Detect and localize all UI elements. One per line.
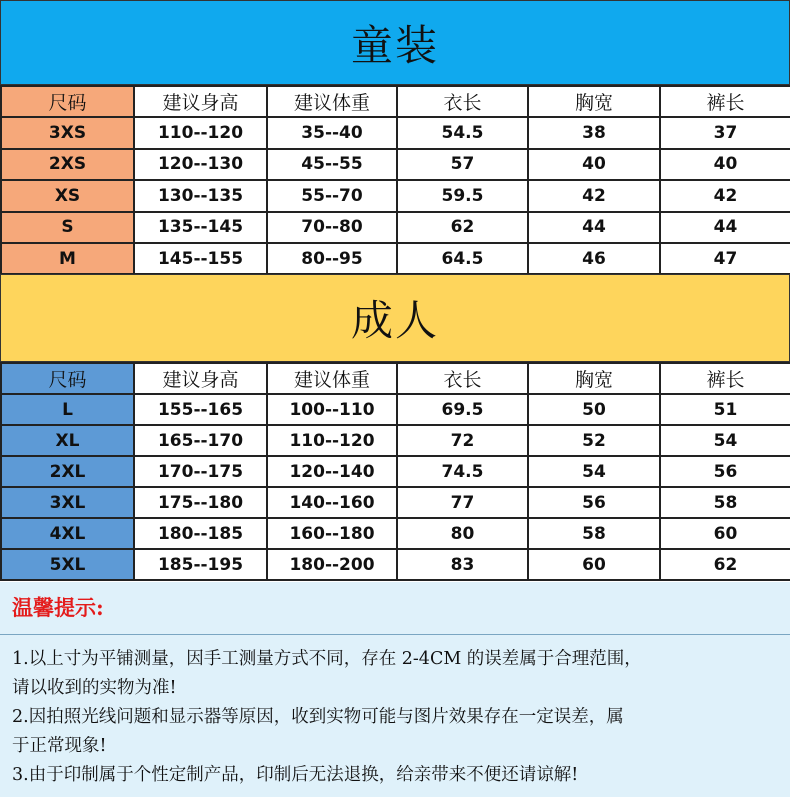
chest-cell: 46 xyxy=(528,243,660,274)
header-height: 建议身高 xyxy=(134,363,267,394)
table-row xyxy=(1,425,790,456)
height-cell: 155--165 xyxy=(134,394,267,425)
kids-header-row xyxy=(1,86,790,117)
pants-cell: 56 xyxy=(660,456,790,487)
height-cell: 135--145 xyxy=(134,212,267,243)
notes-title: 温馨提示: xyxy=(12,595,104,620)
height-cell: 170--175 xyxy=(134,456,267,487)
chest-cell: 52 xyxy=(528,425,660,456)
weight-cell: 45--55 xyxy=(267,149,397,180)
header-size: 尺码 xyxy=(1,86,134,117)
height-cell: 110--120 xyxy=(134,117,267,148)
size-cell: 3XS xyxy=(1,117,134,148)
note-line: 请以收到的实物为准! xyxy=(12,678,177,698)
pants-cell: 51 xyxy=(660,394,790,425)
note-line: 于正常现象! xyxy=(12,736,107,756)
size-cell: 2XS xyxy=(1,149,134,180)
chest-cell: 50 xyxy=(528,394,660,425)
weight-cell: 55--70 xyxy=(267,180,397,211)
length-cell: 62 xyxy=(397,212,528,243)
pants-cell: 62 xyxy=(660,549,790,580)
size-cell: 3XL xyxy=(1,487,134,518)
size-cell: XS xyxy=(1,180,134,211)
note-line: 2.因拍照光线问题和显示器等原因，收到实物可能与图片效果存在一定误差，属 xyxy=(12,707,624,727)
table-row xyxy=(1,149,790,180)
table-row xyxy=(1,549,790,580)
pants-cell: 54 xyxy=(660,425,790,456)
size-cell: L xyxy=(1,394,134,425)
pants-cell: 42 xyxy=(660,180,790,211)
height-cell: 130--135 xyxy=(134,180,267,211)
adult-size-table xyxy=(0,362,790,581)
kids-size-table xyxy=(0,85,790,275)
length-cell: 80 xyxy=(397,518,528,549)
chest-cell: 38 xyxy=(528,117,660,148)
pants-cell: 37 xyxy=(660,117,790,148)
height-cell: 185--195 xyxy=(134,549,267,580)
table-row xyxy=(1,212,790,243)
chest-cell: 40 xyxy=(528,149,660,180)
height-cell: 120--130 xyxy=(134,149,267,180)
table-row xyxy=(1,456,790,487)
weight-cell: 110--120 xyxy=(267,425,397,456)
notes-divider xyxy=(0,634,790,635)
pants-cell: 58 xyxy=(660,487,790,518)
table-row xyxy=(1,487,790,518)
weight-cell: 160--180 xyxy=(267,518,397,549)
length-cell: 57 xyxy=(397,149,528,180)
header-length: 衣长 xyxy=(397,86,528,117)
weight-cell: 140--160 xyxy=(267,487,397,518)
header-chest: 胸宽 xyxy=(528,86,660,117)
header-length: 衣长 xyxy=(397,363,528,394)
header-height: 建议身高 xyxy=(134,86,267,117)
height-cell: 180--185 xyxy=(134,518,267,549)
header-weight: 建议体重 xyxy=(267,363,397,394)
length-cell: 64.5 xyxy=(397,243,528,274)
length-cell: 77 xyxy=(397,487,528,518)
length-cell: 69.5 xyxy=(397,394,528,425)
pants-cell: 44 xyxy=(660,212,790,243)
height-cell: 175--180 xyxy=(134,487,267,518)
table-row xyxy=(1,117,790,148)
pants-cell: 60 xyxy=(660,518,790,549)
size-cell: 4XL xyxy=(1,518,134,549)
header-pants: 裤长 xyxy=(660,86,790,117)
header-pants: 裤长 xyxy=(660,363,790,394)
weight-cell: 180--200 xyxy=(267,549,397,580)
length-cell: 74.5 xyxy=(397,456,528,487)
chest-cell: 54 xyxy=(528,456,660,487)
size-cell: M xyxy=(1,243,134,274)
chest-cell: 58 xyxy=(528,518,660,549)
size-cell: XL xyxy=(1,425,134,456)
adult-section-title: 成人 xyxy=(0,274,790,362)
notes-panel xyxy=(0,582,790,797)
pants-cell: 47 xyxy=(660,243,790,274)
weight-cell: 120--140 xyxy=(267,456,397,487)
adult-header-row xyxy=(1,363,790,394)
weight-cell: 35--40 xyxy=(267,117,397,148)
size-cell: S xyxy=(1,212,134,243)
table-row xyxy=(1,518,790,549)
length-cell: 83 xyxy=(397,549,528,580)
weight-cell: 100--110 xyxy=(267,394,397,425)
weight-cell: 70--80 xyxy=(267,212,397,243)
table-row xyxy=(1,243,790,274)
size-cell: 5XL xyxy=(1,549,134,580)
table-row xyxy=(1,180,790,211)
header-chest: 胸宽 xyxy=(528,363,660,394)
chest-cell: 56 xyxy=(528,487,660,518)
length-cell: 59.5 xyxy=(397,180,528,211)
pants-cell: 40 xyxy=(660,149,790,180)
note-line: 1.以上寸为平铺测量，因手工测量方式不同，存在 2-4CM 的误差属于合理范围， xyxy=(12,649,642,669)
length-cell: 54.5 xyxy=(397,117,528,148)
header-weight: 建议体重 xyxy=(267,86,397,117)
kids-section-title: 童装 xyxy=(0,0,790,85)
chest-cell: 60 xyxy=(528,549,660,580)
header-size: 尺码 xyxy=(1,363,134,394)
chest-cell: 42 xyxy=(528,180,660,211)
height-cell: 165--170 xyxy=(134,425,267,456)
weight-cell: 80--95 xyxy=(267,243,397,274)
height-cell: 145--155 xyxy=(134,243,267,274)
table-row xyxy=(1,394,790,425)
length-cell: 72 xyxy=(397,425,528,456)
note-line: 3.由于印制属于个性定制产品，印制后无法退换，给亲带来不便还请谅解! xyxy=(12,765,579,785)
size-cell: 2XL xyxy=(1,456,134,487)
chest-cell: 44 xyxy=(528,212,660,243)
